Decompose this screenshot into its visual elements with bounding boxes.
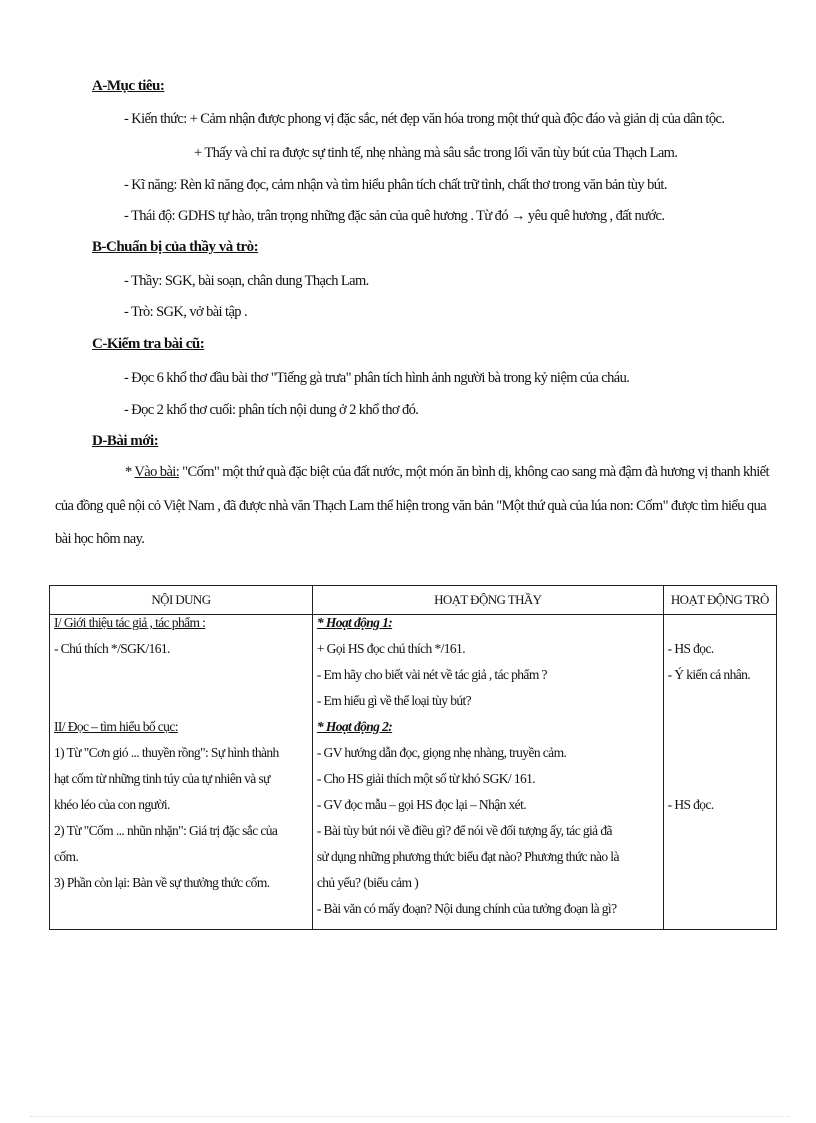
- header-hoat-dong-tro: HOẠT ĐỘNG TRÒ: [663, 586, 776, 615]
- section-b-heading: B-Chuẩn bị của thầy và trò:: [92, 239, 259, 255]
- table-cell: - Em hãy cho biết vài nét về tác giả , tác phẩm ?: [312, 667, 663, 693]
- table-header-row: [50, 586, 777, 615]
- table-cell: cốm.: [50, 849, 313, 875]
- attitude-line: [124, 208, 664, 225]
- table-cell: I/ Giới thiệu tác giả , tác phẩm :: [50, 615, 313, 642]
- table-row: [50, 745, 777, 771]
- knowledge-line-2: + Thấy và chỉ ra được sự tinh tế, nhẹ nhàng mà sâu sắc trong lối văn tùy bút của Thạch Lam.: [194, 145, 678, 161]
- table-row: [50, 667, 777, 693]
- review-item-2: - Đọc 2 khổ thơ cuối: phân tích nội dung ở 2 khổ thơ đó.: [124, 402, 419, 418]
- table-cell: [663, 901, 776, 930]
- table-cell: [663, 823, 776, 849]
- table-cell: * Hoạt động 2:: [312, 719, 663, 745]
- intro-label: Vào bài:: [134, 464, 180, 480]
- attitude-text-before: - Thái độ: GDHS tự hào, trân trọng những đặc sản của quê hương . Từ đó: [124, 208, 511, 224]
- table-cell: + Gọi HS đọc chú thích */161.: [312, 641, 663, 667]
- table-cell: chủ yếu? (biểu cảm ): [312, 875, 663, 901]
- table-row: [50, 719, 777, 745]
- section-c-heading: C-Kiểm tra bài cũ:: [92, 336, 205, 352]
- table-row: [50, 615, 777, 642]
- table-cell: hạt cốm từ những tinh túy của tự nhiên và sự: [50, 771, 313, 797]
- table-cell: khéo léo của con người.: [50, 797, 313, 823]
- table-row: [50, 875, 777, 901]
- table-cell: [663, 745, 776, 771]
- header-noi-dung: NỘI DUNG: [50, 586, 313, 615]
- table-row: [50, 797, 777, 823]
- footer-divider: [30, 1116, 790, 1117]
- table-cell: [663, 771, 776, 797]
- teacher-prep-line: - Thầy: SGK, bài soạn, chân dung Thạch Lam.: [124, 273, 369, 289]
- right-arrow-icon: →: [511, 208, 525, 224]
- table-cell: sử dụng những phương thức biểu đạt nào? Phương thức nào là: [312, 849, 663, 875]
- header-hoat-dong-thay: HOẠT ĐỘNG THẦY: [312, 586, 663, 615]
- intro-star: *: [125, 464, 135, 480]
- section-d-heading: D-Bài mới:: [92, 433, 159, 449]
- intro-line-1: [125, 464, 769, 481]
- table-cell: 3) Phần còn lại: Bàn về sự thưởng thức cốm.: [50, 875, 313, 901]
- table-cell: [50, 667, 313, 693]
- skill-line: - Kĩ năng: Rèn kĩ năng đọc, cảm nhận và tìm hiểu phân tích chất trữ tình, chất thơ trong văn bản tùy bút.: [124, 177, 667, 193]
- table-cell: - Bài văn có mấy đoạn? Nội dung chính của tưởng đoạn là gì?: [312, 901, 663, 930]
- table-cell: 1) Từ "Cơn gió ... thuyền rồng": Sự hình thành: [50, 745, 313, 771]
- table-cell: - Chú thích */SGK/161.: [50, 641, 313, 667]
- student-prep-line: - Trò: SGK, vở bài tập .: [124, 304, 247, 320]
- lesson-table: [49, 585, 777, 930]
- attitude-text-after: yêu quê hương , đất nước.: [524, 208, 665, 224]
- table-row: [50, 823, 777, 849]
- table-cell: - Bài tùy bút nói về điều gì? để nói về đối tượng ấy, tác giả đã: [312, 823, 663, 849]
- table-cell: - GV hướng dẫn đọc, giọng nhẹ nhàng, truyền cảm.: [312, 745, 663, 771]
- table-cell: [663, 693, 776, 719]
- table-row: [50, 849, 777, 875]
- intro-line-3: bài học hôm nay.: [55, 531, 145, 547]
- table-cell: - Cho HS giải thích một số từ khó SGK/ 161.: [312, 771, 663, 797]
- table-cell: - Em hiểu gì về thể loại tùy bút?: [312, 693, 663, 719]
- table-cell: 2) Từ "Cốm ... nhũn nhặn": Giá trị đặc sắc của: [50, 823, 313, 849]
- table-cell: - HS đọc.: [663, 797, 776, 823]
- table-cell: [663, 849, 776, 875]
- table-cell: [50, 901, 313, 930]
- table-cell: [663, 719, 776, 745]
- table-row: [50, 771, 777, 797]
- table-cell: - Ý kiến cá nhân.: [663, 667, 776, 693]
- table-cell: [663, 615, 776, 642]
- table-row: [50, 693, 777, 719]
- intro-line-2: của đồng quê nội cỏ Việt Nam , đã được nhà văn Thạch Lam thể hiện trong văn bản "Một thứ quà của lúa non: Cốm" được tìm hiểu qua: [55, 498, 767, 514]
- table-cell: [663, 875, 776, 901]
- section-a-heading: A-Mục tiêu:: [92, 78, 165, 94]
- table-row: [50, 641, 777, 667]
- review-item-1: - Đọc 6 khổ thơ đầu bài thơ "Tiếng gà trưa" phân tích hình ảnh người bà trong kỷ niệm của cháu.: [124, 370, 630, 386]
- table-row: [50, 901, 777, 930]
- table-cell: - HS đọc.: [663, 641, 776, 667]
- table-cell: - GV đọc mẫu – gọi HS đọc lại – Nhận xét.: [312, 797, 663, 823]
- table-cell: [50, 693, 313, 719]
- table-cell: II/ Đọc – tìm hiểu bố cục:: [50, 719, 313, 745]
- knowledge-line-1: - Kiến thức: + Cảm nhận được phong vị đặc sắc, nét đẹp văn hóa trong một thứ quà độc đáo và giản dị của dân tộc.: [124, 111, 725, 127]
- intro-text-1: "Cốm" một thứ quà đặc biệt của đất nước, một món ăn bình dị, không cao sang mà đậm đà hương vị thanh khiết: [179, 464, 769, 480]
- table-cell: * Hoạt động 1:: [312, 615, 663, 642]
